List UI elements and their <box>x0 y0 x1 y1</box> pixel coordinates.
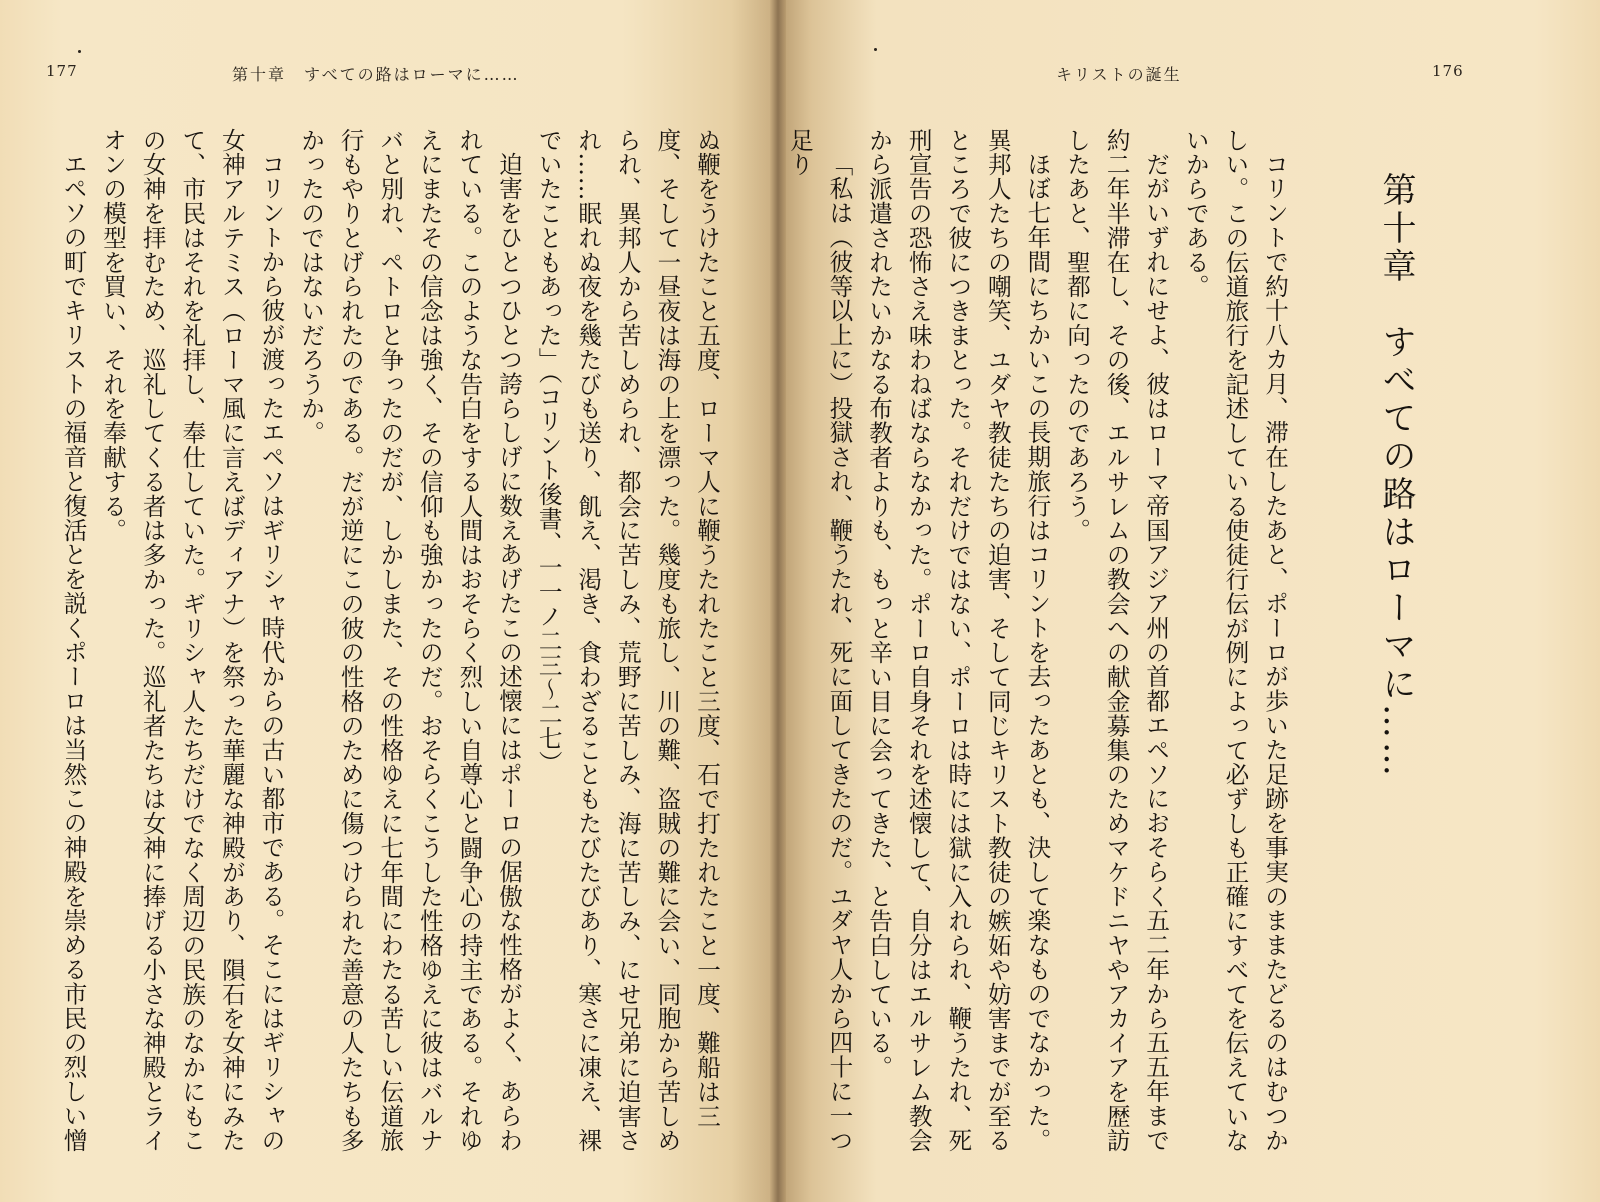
paragraph: だがいずれにせよ、彼はローマ帝国アジア州の首都エペソにおそらく五二年から五五年まで約二年半滞在し、その後、エルサレムの教会への献金募集のためマケドニヤやアカイアを歴訪したあと、聖都に向ったのであろう。 <box>1063 128 1171 1153</box>
body-text <box>785 128 1294 1168</box>
print-speck <box>78 50 81 53</box>
page-number: 176 <box>1432 62 1464 80</box>
paragraph: 「私は（彼等以上に）投獄され、鞭うたれ、死に面してきたのだ。ユダヤ人から四十に一つ足り <box>785 128 854 1152</box>
right-page <box>778 0 1600 1202</box>
paragraph: エペソの町でキリストの福音と復活とを説くポーロは当然この神殿を崇める市民の烈しい憎 <box>59 151 88 1152</box>
running-head: 第十章 すべての路はローマに…… <box>232 65 520 84</box>
paragraph: ほぼ七年間にちかいこの長期旅行はコリントを去ったあとも、決して楽なものでなかった。異邦人たちの嘲笑、ユダヤ教徒たちの迫害、そして同じキリスト教徒の嫉妬や妨害までが至るところで彼につきまとった。それだけではない、ポーロは時には獄に入れられ、鞭うたれ、死刑宣告の恐怖さえ味わねばならなかった。ポーロ自身それを述懐して、自分はエルサレム教会から派遣されたいかなる布教者よりも、もっと辛い目に会ってきた、と告白している。 <box>865 128 1052 1153</box>
print-speck <box>874 48 877 51</box>
book-gutter <box>770 0 786 1202</box>
body-text <box>40 128 726 1168</box>
left-page <box>0 0 778 1202</box>
chapter-title: 第十章 すべての路はローマに…… <box>1376 172 1416 780</box>
running-head: キリストの誕生 <box>1056 65 1182 84</box>
paragraph: 迫害をひとつひとつ誇らしげに数えあげたこの述懐にはポーロの倨傲な性格がよく、あらわれている。このような告白をする人間はおそらく烈しい自尊心と闘争心の持主である。それゆえにまたその信念は強く、その信仰も強かったのだ。おそらくこうした性格ゆえに彼はバルナバと別れ、ペトロと争ったのだが、しかしまた、その性格ゆえに七年間にわたる苦しい伝道旅行もやりとげられたのである。だが逆にこの彼の性格のために傷つけられた善意の人たちも多かったのではないだろうか。 <box>297 128 524 1153</box>
paragraph: コリントから彼が渡ったエペソはギリシャ時代からの古い都市である。そこにはギリシャの女神アルテミス（ローマ風に言えばディアナ）を祭った華麗な神殿があり、隕石を女神にみたて、市民はそれを礼拝し、奉仕していた。ギリシャ人たちだけでなく周辺の民族のなかにもこの女神を拝むため、巡礼してくる者は多かった。巡礼者たちは女神に捧げる小さな神殿とライオンの模型を買い、それを奉献する。 <box>99 128 286 1153</box>
paragraph: ぬ鞭をうけたこと五度、ローマ人に鞭うたれたこと三度、石で打たれたこと一度、難船は三度、そして一昼夜は海の上を漂った。幾度も旅し、川の難、盗賊の難に会い、同胞から苦しめられ、異邦人から苦しめられ、都会に苦しみ、荒野に苦しみ、海に苦しみ、にせ兄弟に迫害され……眠れぬ夜を幾たびも送り、飢え、渇き、食わざることもたびたびあり、寒さに凍え、裸でいたこともあった」（コリント後書、一一ノ二三〜二七） <box>534 128 721 1153</box>
page-number: 177 <box>46 62 78 80</box>
paragraph: コリントで約十八カ月、滞在したあと、ポーロが歩いた足跡を事実のままたどるのはむつかしい。この伝道旅行を記述している使徒行伝が例によって必ずしも正確にすべてを伝えていないからである。 <box>1181 128 1289 1153</box>
